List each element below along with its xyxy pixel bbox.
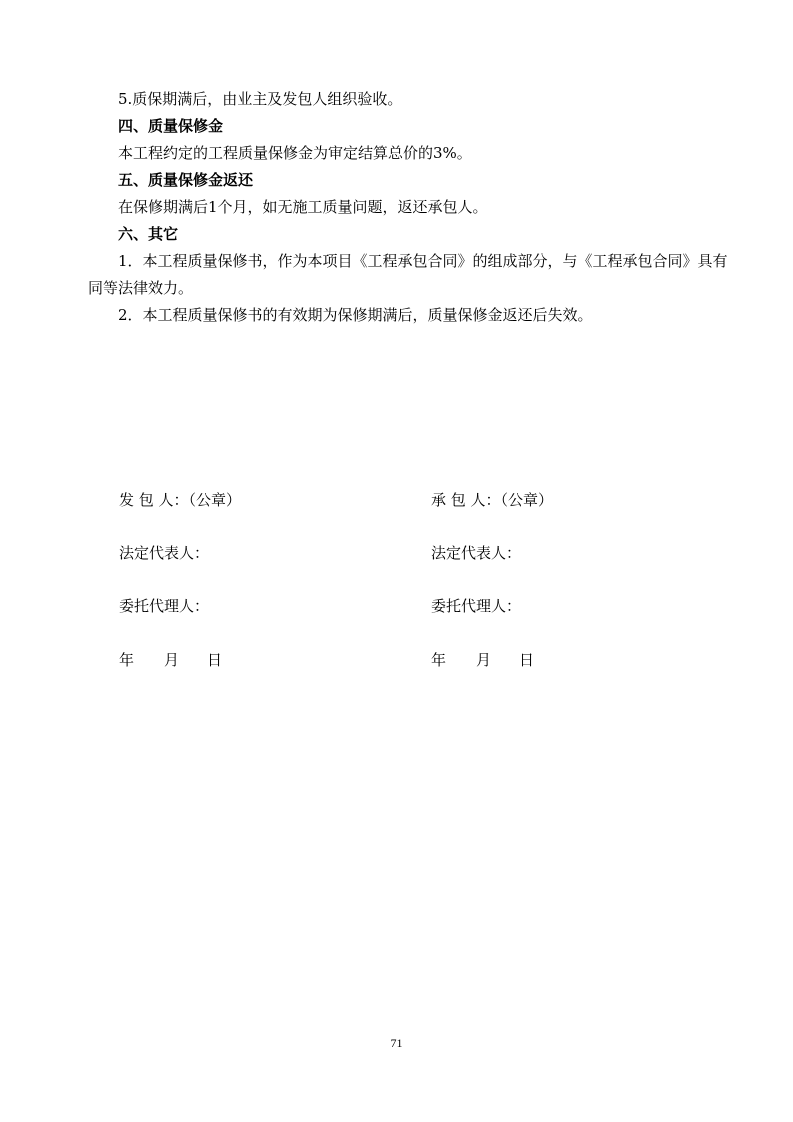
deposit-return-text: 在保修期满后1个月，如无施工质量问题，返还承包人。: [118, 198, 488, 216]
employer-agent-label: 委托代理人：: [119, 597, 210, 615]
contractor-date-line: [431, 650, 534, 670]
other-clause-2: 2．本工程质量保修书的有效期为保修期满后，质量保修金返还后失效。: [118, 306, 593, 324]
other-clause-1: 1．本工程质量保修书，作为本项目《工程承包合同》的组成部分，与《工程承包合同》具有同等法律效力。: [88, 252, 728, 297]
employer-year-label: 年: [119, 651, 135, 669]
employer-date-line: [119, 650, 222, 670]
warranty-terms: [88, 86, 728, 329]
clause-5-acceptance: 5.质保期满后，由业主及发包人组织验收。: [118, 90, 403, 108]
contractor-day-label: 日: [519, 651, 535, 669]
contractor-legal-rep-label: 法定代表人：: [431, 544, 522, 562]
employer-party-label: 发 包 人：（公章）: [119, 491, 242, 509]
contractor-year-label: 年: [431, 651, 447, 669]
section-heading-other: 六、其它: [118, 225, 179, 243]
warranty-deposit-text: 本工程约定的工程质量保修金为审定结算总价的3%。: [118, 144, 472, 162]
section-heading-warranty-deposit: 四、质量保修金: [118, 117, 224, 135]
contractor-party-label: 承 包 人：（公章）: [431, 491, 554, 509]
section-heading-deposit-return: 五、质量保修金返还: [118, 171, 254, 189]
contractor-month-label: 月: [476, 651, 492, 669]
employer-month-label: 月: [164, 651, 180, 669]
employer-legal-rep-label: 法定代表人：: [119, 544, 210, 562]
page-number: 71: [390, 1036, 403, 1050]
employer-day-label: 日: [207, 651, 223, 669]
contractor-agent-label: 委托代理人：: [431, 597, 522, 615]
